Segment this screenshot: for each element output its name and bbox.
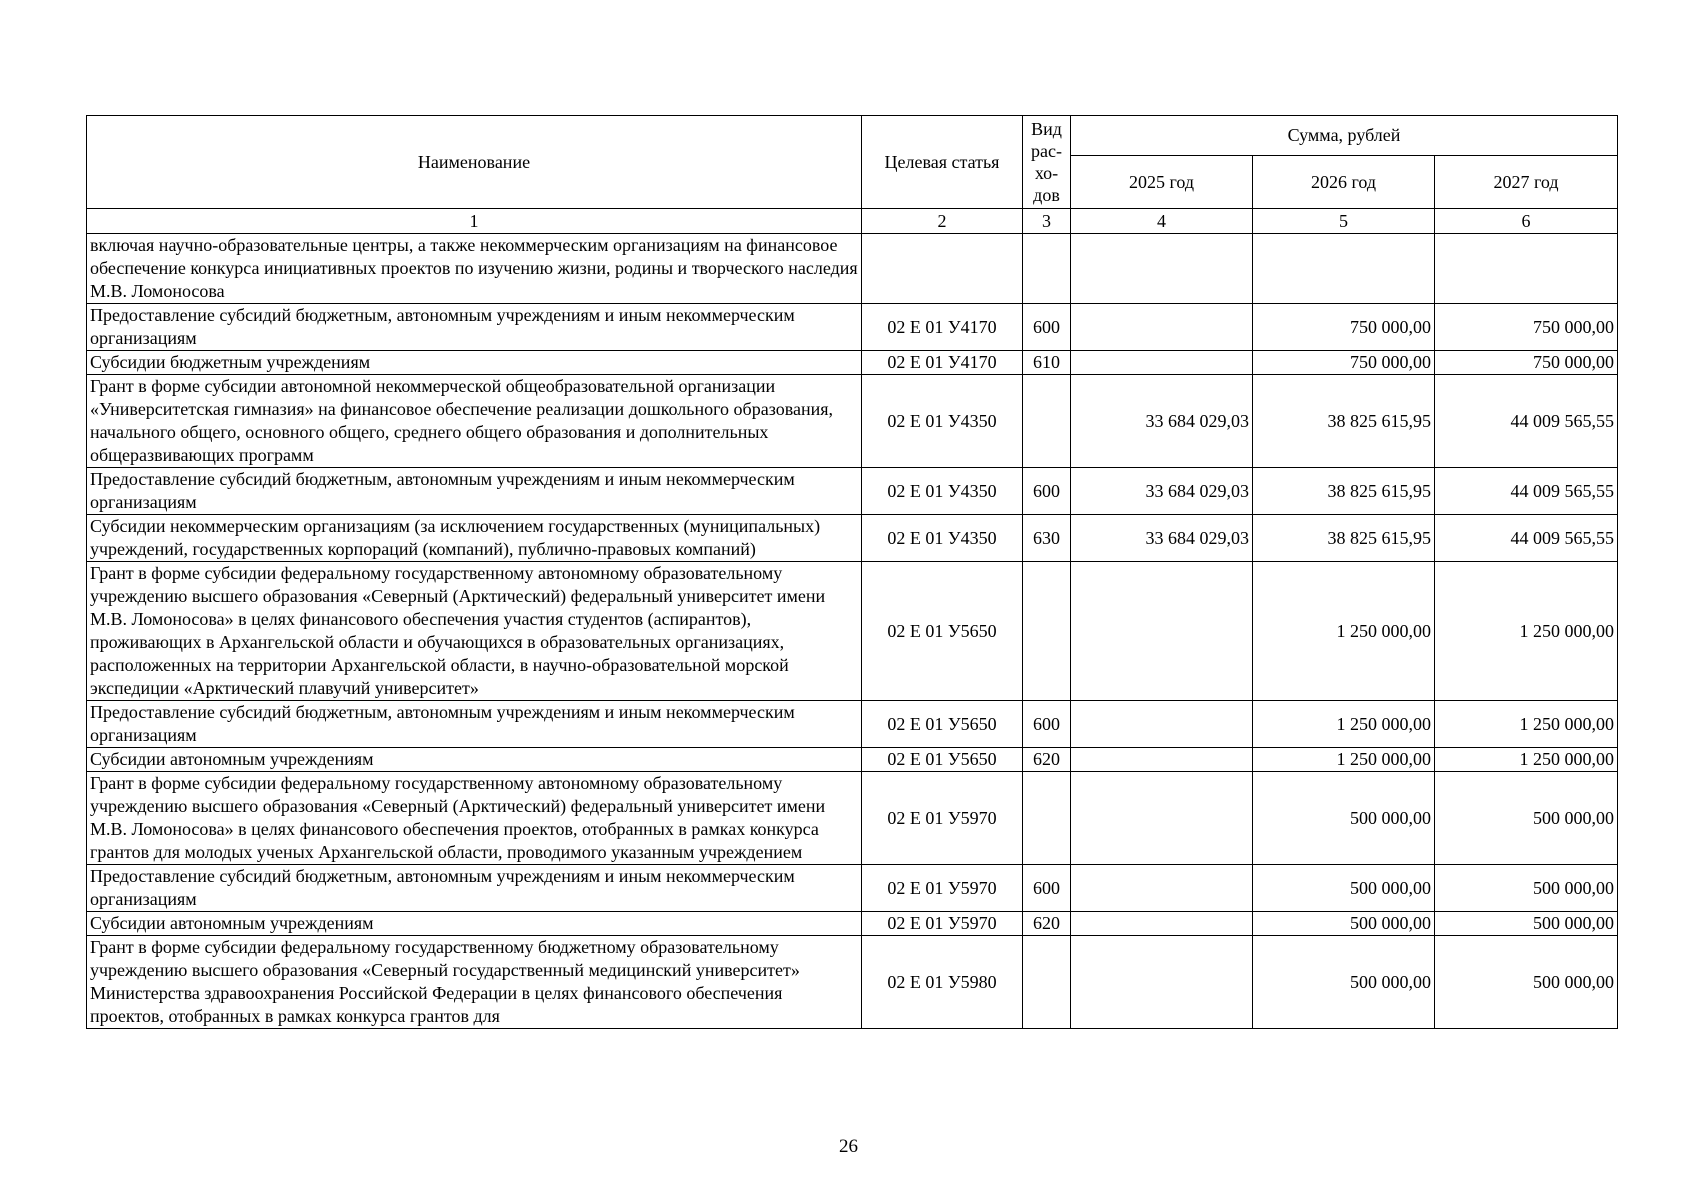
row-code-cell xyxy=(862,234,1023,304)
header-kind-of-expense: Вид рас-хо-дов xyxy=(1023,116,1071,209)
table-row xyxy=(87,304,1618,351)
row-sum-2027-cell: 750 000,00 xyxy=(1435,351,1618,375)
row-sum-2025-cell xyxy=(1071,912,1253,936)
header-sum: Сумма, рублей xyxy=(1071,116,1618,156)
table-row xyxy=(87,468,1618,515)
row-sum-2025-cell xyxy=(1071,562,1253,701)
table-row xyxy=(87,748,1618,772)
column-number: 4 xyxy=(1071,209,1253,234)
header-name: Наименование xyxy=(87,116,862,209)
row-code-cell: 02 Е 01 У5650 xyxy=(862,701,1023,748)
row-sum-2025-cell xyxy=(1071,304,1253,351)
row-sum-2025-cell xyxy=(1071,772,1253,865)
table-row xyxy=(87,912,1618,936)
page-number: 26 xyxy=(839,1136,858,1157)
row-code-cell: 02 Е 01 У5970 xyxy=(862,865,1023,912)
row-sum-2026-cell: 1 250 000,00 xyxy=(1253,748,1435,772)
row-sum-2026-cell: 38 825 615,95 xyxy=(1253,515,1435,562)
table-row xyxy=(87,351,1618,375)
row-name-cell: Предоставление субсидий бюджетным, автономным учреждениям и иным некоммерческим организациям xyxy=(87,468,862,515)
row-name-cell: Субсидии некоммерческим организациям (за исключением государственных (муниципальных) учреждений, государственных корпораций (компаний), публично-правовых компаний) xyxy=(87,515,862,562)
row-sum-2025-cell: 33 684 029,03 xyxy=(1071,515,1253,562)
row-kind-cell xyxy=(1023,234,1071,304)
row-code-cell: 02 Е 01 У4170 xyxy=(862,351,1023,375)
column-number: 5 xyxy=(1253,209,1435,234)
row-sum-2027-cell: 500 000,00 xyxy=(1435,912,1618,936)
row-sum-2025-cell xyxy=(1071,865,1253,912)
table-row xyxy=(87,936,1618,1029)
row-sum-2025-cell xyxy=(1071,234,1253,304)
row-sum-2027-cell: 44 009 565,55 xyxy=(1435,468,1618,515)
row-sum-2026-cell: 750 000,00 xyxy=(1253,304,1435,351)
row-name-cell: включая научно-образовательные центры, а также некоммерческим организациям на финансовое обеспечение конкурса инициативных проектов по изучению жизни, родины и творческого наследия М.В. Ломоносова xyxy=(87,234,862,304)
row-sum-2027-cell: 1 250 000,00 xyxy=(1435,701,1618,748)
row-kind-cell: 600 xyxy=(1023,468,1071,515)
row-code-cell: 02 Е 01 У5970 xyxy=(862,912,1023,936)
row-code-cell: 02 Е 01 У5650 xyxy=(862,748,1023,772)
column-number: 1 xyxy=(87,209,862,234)
table-row xyxy=(87,701,1618,748)
row-kind-cell: 600 xyxy=(1023,865,1071,912)
row-name-cell: Грант в форме субсидии федеральному государственному автономному образовательному учреждению высшего образования «Северный (Арктический) федеральный университет имени М.В. Ломоносова» в целях финансового обеспечения участия студентов (аспирантов), проживающих в Архангельской области и обучающихся в образовательных организациях, расположенных на территории Архангельской области, в научно-образовательной морской экспедиции «Арктический плавучий университет» xyxy=(87,562,862,701)
row-sum-2027-cell: 1 250 000,00 xyxy=(1435,748,1618,772)
row-sum-2026-cell: 500 000,00 xyxy=(1253,912,1435,936)
row-name-cell: Субсидии бюджетным учреждениям xyxy=(87,351,862,375)
table-row xyxy=(87,772,1618,865)
row-kind-cell: 630 xyxy=(1023,515,1071,562)
row-kind-cell xyxy=(1023,936,1071,1029)
row-code-cell: 02 Е 01 У4350 xyxy=(862,375,1023,468)
row-sum-2025-cell: 33 684 029,03 xyxy=(1071,468,1253,515)
table-row xyxy=(87,375,1618,468)
table-row xyxy=(87,562,1618,701)
row-sum-2026-cell: 38 825 615,95 xyxy=(1253,468,1435,515)
header-target-article: Целевая статья xyxy=(862,116,1023,209)
header-year-2025: 2025 год xyxy=(1071,156,1253,209)
row-kind-cell xyxy=(1023,562,1071,701)
row-sum-2025-cell xyxy=(1071,748,1253,772)
header-year-2027: 2027 год xyxy=(1435,156,1618,209)
row-sum-2027-cell: 1 250 000,00 xyxy=(1435,562,1618,701)
row-sum-2026-cell: 500 000,00 xyxy=(1253,772,1435,865)
row-sum-2027-cell: 500 000,00 xyxy=(1435,936,1618,1029)
row-sum-2025-cell xyxy=(1071,936,1253,1029)
row-kind-cell: 620 xyxy=(1023,748,1071,772)
row-sum-2027-cell xyxy=(1435,234,1618,304)
row-name-cell: Грант в форме субсидии федеральному государственному бюджетному образовательному учреждению высшего образования «Северный государственный медицинский университет» Министерства здравоохранения Российской Федерации в целях финансового обеспечения проектов, отобранных в рамках конкурса грантов для xyxy=(87,936,862,1029)
row-sum-2027-cell: 44 009 565,55 xyxy=(1435,375,1618,468)
column-number: 2 xyxy=(862,209,1023,234)
table-row xyxy=(87,515,1618,562)
row-sum-2027-cell: 500 000,00 xyxy=(1435,865,1618,912)
row-kind-cell: 600 xyxy=(1023,304,1071,351)
row-sum-2026-cell: 38 825 615,95 xyxy=(1253,375,1435,468)
row-kind-cell xyxy=(1023,772,1071,865)
row-sum-2027-cell: 500 000,00 xyxy=(1435,772,1618,865)
row-name-cell: Предоставление субсидий бюджетным, автономным учреждениям и иным некоммерческим организациям xyxy=(87,865,862,912)
table-row xyxy=(87,234,1618,304)
row-name-cell: Предоставление субсидий бюджетным, автономным учреждениям и иным некоммерческим организациям xyxy=(87,304,862,351)
column-number: 3 xyxy=(1023,209,1071,234)
row-sum-2027-cell: 750 000,00 xyxy=(1435,304,1618,351)
row-code-cell: 02 Е 01 У5970 xyxy=(862,772,1023,865)
row-sum-2026-cell: 750 000,00 xyxy=(1253,351,1435,375)
row-code-cell: 02 Е 01 У5650 xyxy=(862,562,1023,701)
row-kind-cell: 620 xyxy=(1023,912,1071,936)
row-code-cell: 02 Е 01 У4350 xyxy=(862,515,1023,562)
table-row xyxy=(87,865,1618,912)
header-year-2026: 2026 год xyxy=(1253,156,1435,209)
row-kind-cell xyxy=(1023,375,1071,468)
column-number: 6 xyxy=(1435,209,1618,234)
row-sum-2026-cell xyxy=(1253,234,1435,304)
row-sum-2025-cell xyxy=(1071,701,1253,748)
row-kind-cell: 610 xyxy=(1023,351,1071,375)
row-sum-2026-cell: 1 250 000,00 xyxy=(1253,562,1435,701)
row-sum-2027-cell: 44 009 565,55 xyxy=(1435,515,1618,562)
row-kind-cell: 600 xyxy=(1023,701,1071,748)
row-name-cell: Субсидии автономным учреждениям xyxy=(87,912,862,936)
row-sum-2025-cell xyxy=(1071,351,1253,375)
row-sum-2025-cell: 33 684 029,03 xyxy=(1071,375,1253,468)
row-name-cell: Грант в форме субсидии федеральному государственному автономному образовательному учреждению высшего образования «Северный (Арктический) федеральный университет имени М.В. Ломоносова» в целях финансового обеспечения проектов, отобранных в рамках конкурса грантов для молодых ученых Архангельской области, проводимого указанным учреждением xyxy=(87,772,862,865)
row-code-cell: 02 Е 01 У4350 xyxy=(862,468,1023,515)
row-name-cell: Предоставление субсидий бюджетным, автономным учреждениям и иным некоммерческим организациям xyxy=(87,701,862,748)
row-sum-2026-cell: 1 250 000,00 xyxy=(1253,701,1435,748)
row-name-cell: Грант в форме субсидии автономной некоммерческой общеобразовательной организации «Университетская гимназия» на финансовое обеспечение реализации дошкольного образования, начального общего, основного общего, среднего общего образования и дополнительных общеразвивающих программ xyxy=(87,375,862,468)
row-sum-2026-cell: 500 000,00 xyxy=(1253,936,1435,1029)
budget-table xyxy=(86,115,1618,1029)
row-sum-2026-cell: 500 000,00 xyxy=(1253,865,1435,912)
row-name-cell: Субсидии автономным учреждениям xyxy=(87,748,862,772)
row-code-cell: 02 Е 01 У4170 xyxy=(862,304,1023,351)
row-code-cell: 02 Е 01 У5980 xyxy=(862,936,1023,1029)
column-number-row xyxy=(87,209,1618,234)
